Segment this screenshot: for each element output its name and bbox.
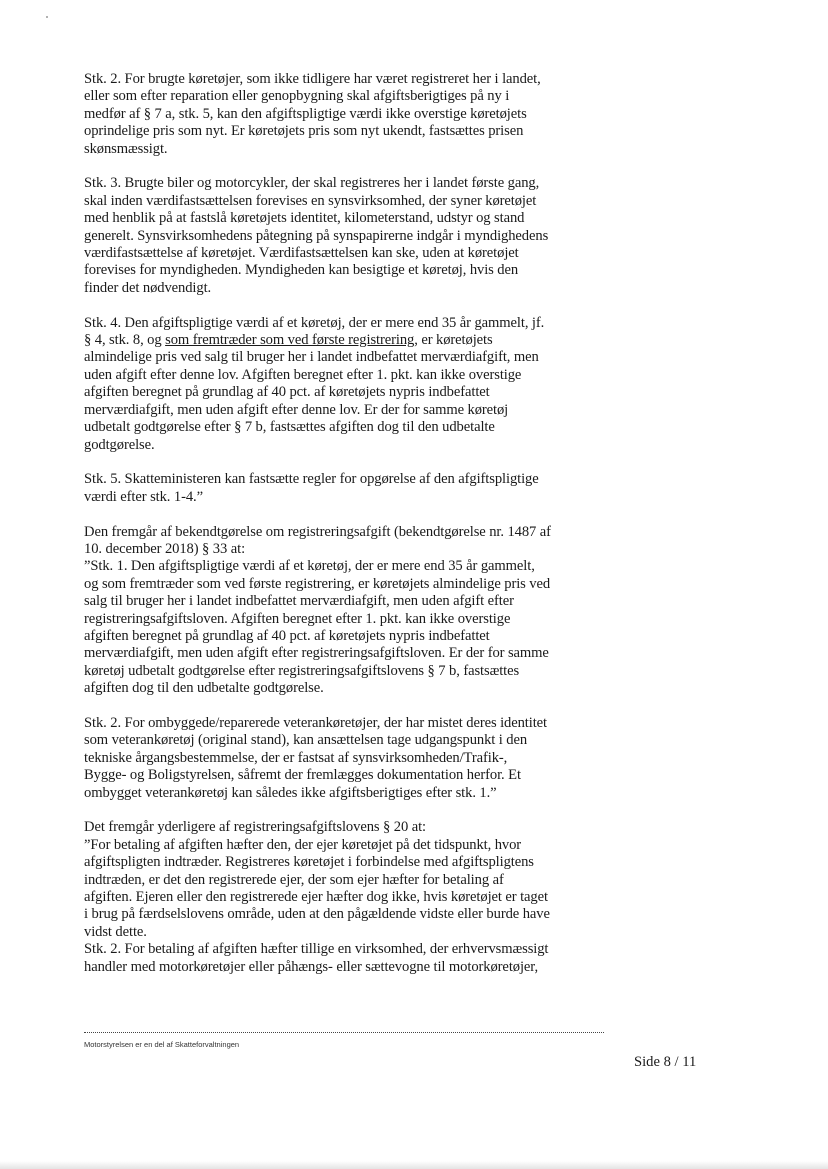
text-line: Stk. 2. For ombyggede/reparerede veterankøretøjer, der har mistet deres identitet [84,714,548,731]
text-line: afgiften beregnet på grundlag af 40 pct. af køretøjets nypris indbefattet [84,384,490,401]
paragraph-stk5-minister [84,471,624,506]
scan-speck [46,16,48,18]
text-line: Stk. 4. Den afgiftspligtige værdi af et køretøj, der er mere end 35 år gammelt, jf. [84,314,545,331]
text-line: salg til bruger her i landet indbefattet merværdiafgift, men uden afgift efter [84,593,514,610]
text-line: værdi efter stk. 1-4.” [84,488,203,505]
text-line: oprindelige pris som nyt. Er køretøjets pris som nyt ukendt, fastsættes prisen [84,123,524,140]
text-line: 10. december 2018) § 33 at: [84,540,246,557]
text-line: Stk. 5. Skatteministeren kan fastsætte regler for opgørelse af den afgiftspligtige [84,471,539,488]
paragraph-stk3-inspection [84,175,624,297]
footer-divider [84,1032,604,1033]
text-line: afgiften. Ejeren eller den registrerede ejer hæfter dog ikke, hvis køretøjet er taget [84,889,548,905]
text-line: med henblik på at fastslå køretøjets identitet, kilometerstand, udstyr og stand [84,210,525,227]
text-line: afgiften dog til den udbetalte godtgørelse. [84,680,324,697]
text-line: køretøj udbetalt godtgørelse efter registreringsafgiftslovens § 7 b, fastsættes [84,662,520,679]
text-line: registreringsafgiftsloven. Afgiften beregnet efter 1. pkt. kan ikke overstige [84,610,511,627]
text-line: udbetalt godtgørelse efter § 7 b, fastsættes afgiften dog til den udbetalte [84,419,495,436]
text-line: Stk. 2. For betaling af afgiften hæfter tillige en virksomhed, der erhvervsmæssigt [84,941,549,958]
text-line: godtgørelse. [84,436,155,453]
text-line: afgiften beregnet på grundlag af 40 pct. af køretøjets nypris indbefattet [84,627,490,644]
text-line: ombygget veterankøretøj kan således ikke afgiftsberigtiges efter stk. 1.” [84,784,497,801]
underlined-phrase: som fremtræder som ved første registrering [165,332,415,349]
text-line: Stk. 3. Brugte biler og motorcykler, der skal registreres her i landet første gang, [84,175,540,192]
text-line: vidst dette. [84,923,147,940]
document-body [84,71,624,976]
text-line: almindelige pris ved salg til bruger her i landet indbefattet merværdiafgift, men [84,349,539,366]
text-segment: § 4, stk. 8, og [84,332,162,349]
text-line: Det fremgår yderligere af registreringsafgiftslovens § 20 at: [84,819,426,836]
text-line: forevises for myndigheden. Myndigheden kan besigtige et køretøj, hvis den [84,262,519,279]
footer-organization: Motorstyrelsen er en del af Skatteforvaltningen [84,1040,240,1049]
text-line: eller som efter reparation eller genopbygning skal afgiftsberigtiges på ny i [84,88,510,105]
text-line: Den fremgår af bekendtgørelse om registreringsafgift (bekendtgørelse nr. 1487 af [84,523,551,540]
text-line: og som fremtræder som ved første registrering, er køretøjets almindelige pris ved [84,575,551,592]
paragraph-stk2-used-vehicles [84,71,624,158]
text-line: uden afgift efter denne lov. Afgiften beregnet efter 1. pkt. kan ikke overstige [84,366,522,383]
text-line: skal inden værdifastsættelsen forevises en synsvirksomhed, der syner køretøjet [84,192,537,209]
text-line: generelt. Synsvirksomhedens påtegning på synspapirerne indgår i myndighedens [84,227,549,244]
text-line: finder det nødvendigt. [84,279,212,296]
text-line: ”Stk. 1. Den afgiftspligtige værdi af et køretøj, der er mere end 35 år gammelt, [84,558,535,575]
text-line: Stk. 2. For brugte køretøjer, som ikke tidligere har været registreret her i landet, [84,71,541,87]
page-number: Side 8 / 11 [634,1054,697,1070]
text-line: tekniske årgangsbestemmelse, der er fastsat af synsvirksomheden/Trafik-, [84,749,508,766]
text-line: som veterankøretøj (original stand), kan ansættelsen tage udgangspunkt i den [84,732,528,749]
text-line: indtræden, er det den registrerede ejer, der som ejer hæfter for betaling af [84,871,504,888]
scan-bottom-edge [0,1161,828,1169]
text-line: værdifastsættelse af køretøjet. Værdifastsættelsen kan ske, uden at køretøjet [84,245,519,262]
text-segment: , er køretøjets [414,332,493,349]
text-line [84,332,624,349]
paragraph-section-20-liability [84,819,624,976]
text-line: i brug på færdselslovens område, uden at den pågældende vidste eller burde have [84,906,550,923]
text-line: skønsmæssigt. [84,140,168,157]
text-line: Bygge- og Boligstyrelsen, såfremt der fremlægges dokumentation herfor. Et [84,767,521,784]
text-line: handler med motorkøretøjer eller påhængs- eller sættevogne til motorkøretøjer, [84,958,539,975]
text-line: ”For betaling af afgiften hæfter den, der ejer køretøjet på det tidspunkt, hvor [84,836,522,853]
paragraph-bekendtgoerelse-33 [84,524,624,698]
text-line: merværdiafgift, men uden afgift efter registreringsafgiftsloven. Er der for samme [84,645,549,662]
text-line: medfør af § 7 a, stk. 5, kan den afgiftspligtige værdi ikke overstige køretøjets [84,105,527,122]
paragraph-stk4-veteran-value [84,315,624,454]
text-line: merværdiafgift, men uden afgift efter denne lov. Er der for samme køretøj [84,401,509,418]
text-line: afgiftspligten indtræder. Registreres køretøjet i forbindelse med afgiftspligtens [84,854,534,871]
paragraph-stk2-rebuilt-veteran [84,715,624,802]
